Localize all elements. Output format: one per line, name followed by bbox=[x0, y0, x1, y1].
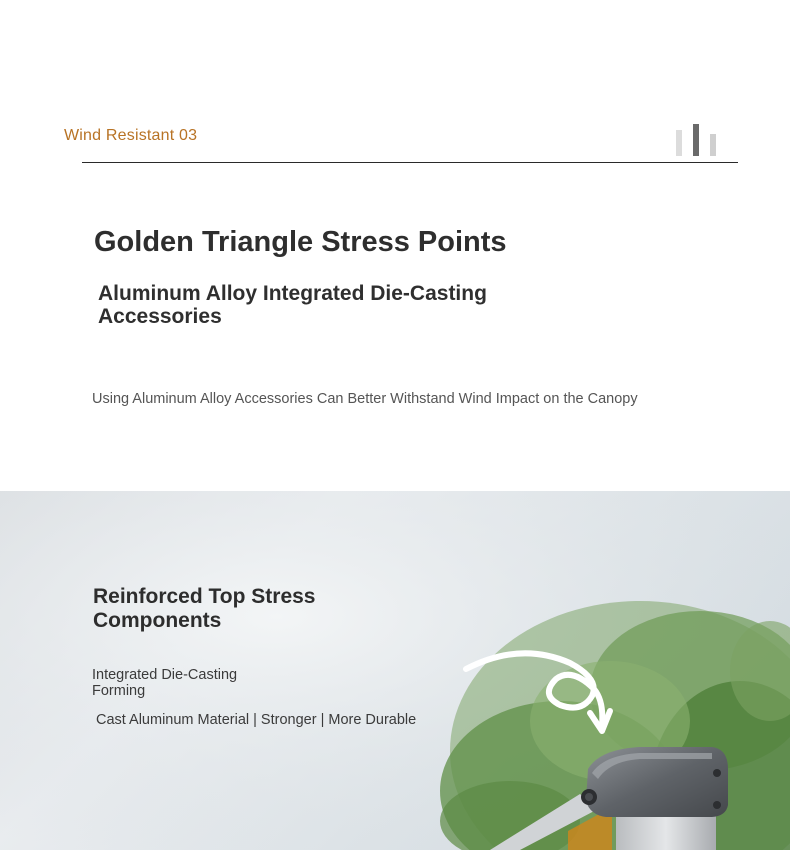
page-subtitle: Aluminum Alloy Integrated Die-Casting Accessories bbox=[98, 282, 487, 328]
bar-middle bbox=[693, 124, 699, 156]
section-divider bbox=[82, 162, 738, 163]
feature-title: Reinforced Top Stress Components bbox=[93, 585, 316, 632]
signal-bars-icon bbox=[676, 124, 718, 156]
bar-left bbox=[676, 130, 682, 156]
feature-specs: Cast Aluminum Material | Stronger | More Durable bbox=[96, 712, 417, 728]
product-photo bbox=[0, 491, 790, 850]
page-title: Golden Triangle Stress Points bbox=[94, 226, 507, 258]
feature-process: Integrated Die-Casting Forming bbox=[92, 667, 238, 699]
section-label: Wind Resistant 03 bbox=[64, 127, 198, 144]
bar-right bbox=[710, 134, 716, 156]
intro-description: Using Aluminum Alloy Accessories Can Better Withstand Wind Impact on the Canopy bbox=[92, 391, 638, 407]
die-cast-joint bbox=[581, 747, 728, 817]
